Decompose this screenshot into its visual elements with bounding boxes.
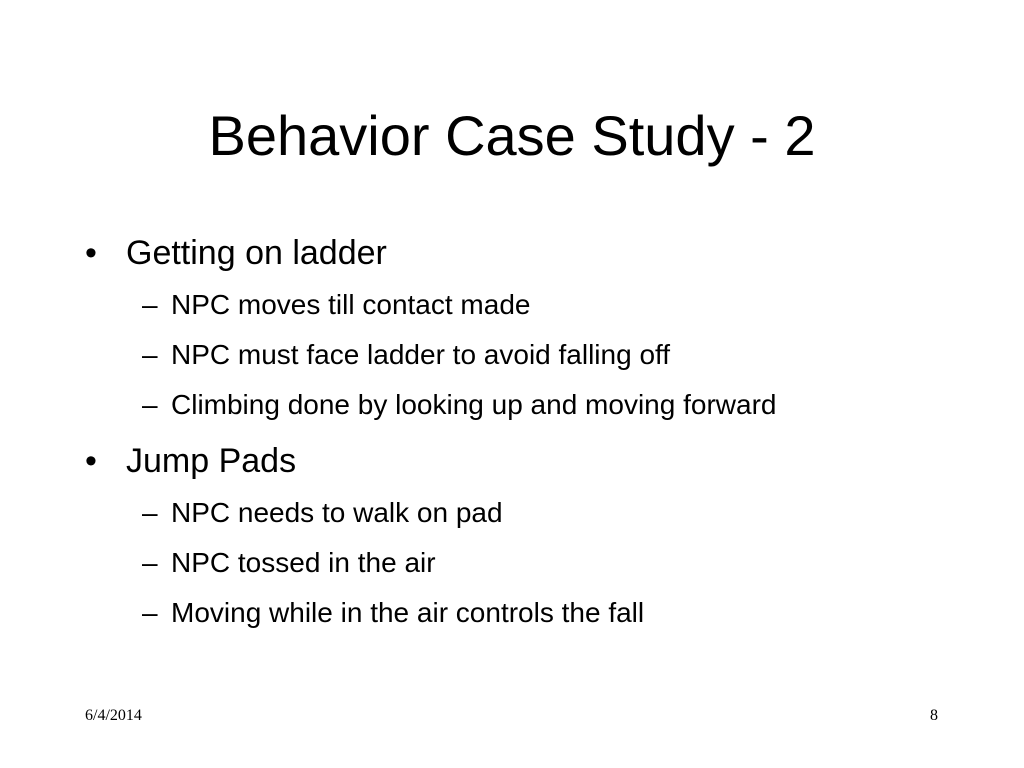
- dash-icon: –: [142, 497, 158, 528]
- dash-icon: –: [142, 597, 158, 628]
- bullet-text: Jump Pads: [126, 442, 297, 480]
- sub-bullet-item: [85, 380, 985, 430]
- bullet-text: Getting on ladder: [126, 234, 387, 272]
- sub-bullet-text: Climbing done by looking up and moving forward: [171, 389, 777, 420]
- sub-bullet-list: [85, 486, 985, 644]
- bullet-item: [85, 436, 985, 486]
- sub-bullet-text: NPC tossed in the air: [171, 547, 436, 578]
- sub-bullet-item: [85, 488, 985, 538]
- bullet-item: [85, 228, 985, 278]
- slide-title: Behavior Case Study - 2: [208, 104, 816, 167]
- dash-icon: –: [142, 389, 158, 420]
- sub-bullet-item: [85, 588, 985, 638]
- sub-bullet-list: [85, 278, 985, 436]
- dash-icon: –: [142, 289, 158, 320]
- dash-icon: –: [142, 339, 158, 370]
- bullet-list: [85, 228, 985, 644]
- sub-bullet-item: [85, 330, 985, 380]
- sub-bullet-text: Moving while in the air controls the fall: [171, 597, 645, 628]
- sub-bullet-text: NPC needs to walk on pad: [171, 497, 503, 528]
- sub-bullet-text: NPC must face ladder to avoid falling off: [171, 339, 671, 370]
- dash-icon: –: [142, 547, 158, 578]
- sub-bullet-item: [85, 280, 985, 330]
- bullet-icon: •: [85, 442, 97, 480]
- sub-bullet-item: [85, 538, 985, 588]
- page-number: 8: [930, 707, 938, 724]
- footer-date: 6/4/2014: [85, 707, 142, 724]
- sub-bullet-text: NPC moves till contact made: [171, 289, 531, 320]
- bullet-icon: •: [85, 234, 97, 272]
